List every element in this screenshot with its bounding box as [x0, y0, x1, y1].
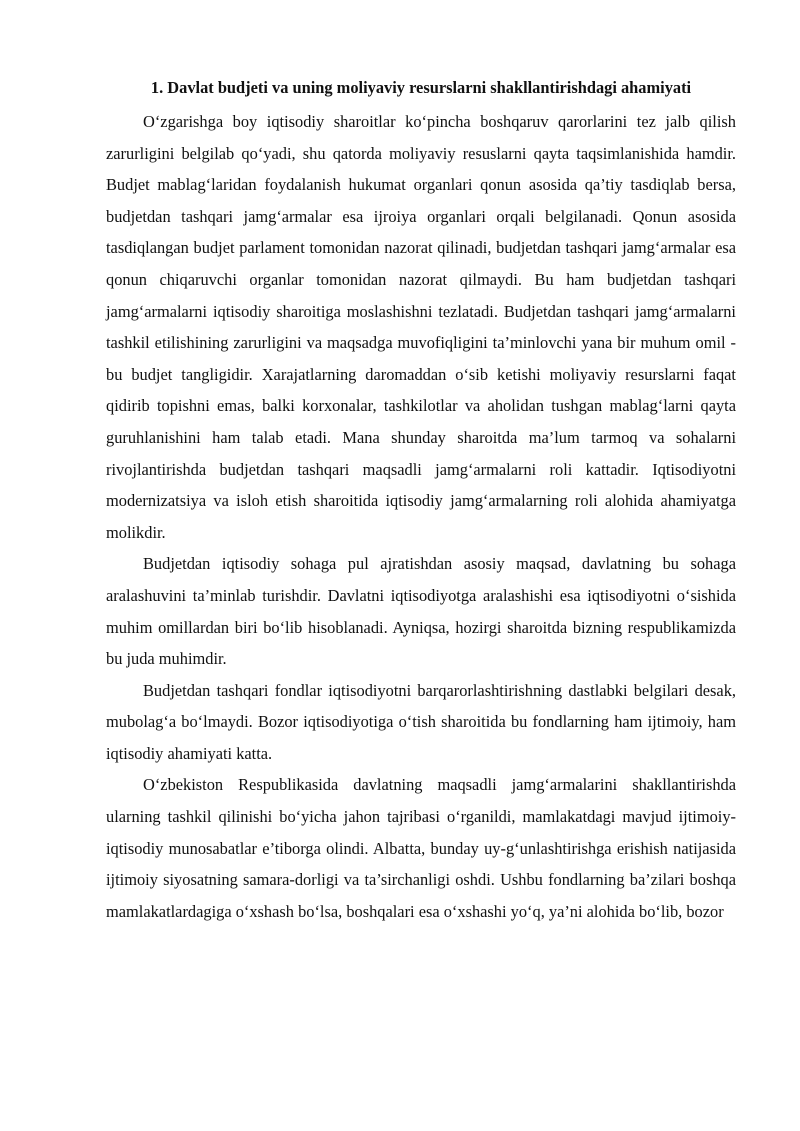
section-heading: 1. Davlat budjeti va uning moliyaviy resurslarni shakllantirishdagi ahamiyati — [150, 78, 692, 97]
paragraph-4: O‘zbekiston Respublikasida davlatning maqsadli jamg‘armalarini shakllantirishda ularning tashkil qilinishi bo‘yicha jahon tajribasi o‘rganildi, mamlakatdagi mavjud ijtimoiy-iqtisodiy munosabatlar e’tiborga olindi. Albatta, bunday uy-g‘unlashtirishga erishish natijasida ijtimoiy siyosatning samara-dorligi va ta’sirchanligi oshdi. Ushbu fondlarning ba’zilari boshqa mamlakatlardagiga o‘xshash bo‘lsa, boshqalari esa o‘xshashi yo‘q, ya’ni alohida bo‘lib, bozor — [106, 775, 736, 921]
paragraph-2: Budjetdan iqtisodiy sohaga pul ajratishdan asosiy maqsad, davlatning bu sohaga aralashuvini ta’minlab turishdir. Davlatni iqtisodiyotga aralashishi esa iqtisodiyotni o‘sishida muhim omillardan biri bo‘lib hisoblanadi. Ayniqsa, hozirgi sharoitda bizning respublikamizda bu juda muhimdir. — [106, 554, 736, 669]
document-page — [106, 76, 736, 927]
paragraph-1: O‘zgarishga boy iqtisodiy sharoitlar ko‘pincha boshqaruv qarorlarini tez jalb qilish zarurligini belgilab qo‘yadi, shu qatorda moliyaviy resuslarni qayta taqsimlanishida hamdir. Budjet mablag‘laridan foydalanish hukumat organlari qonun asosida qa’tiy tasdiqlab bersa, budjetdan tashqari jamg‘armalar esa ijroiya organlari orqali belgilanadi. Qonun asosida tasdiqlangan budjet parlament tomonidan nazorat qilinadi, budjetdan tashqari jamg‘armalar esa qonun chiqaruvchi organlar tomonidan nazorat qilmaydi. Bu ham budjetdan tashqari jamg‘armalarni iqtisodiy sharoitiga moslashishni tezlatadi. Budjetdan tashqari jamg‘armalarni tashkil etilishining zarurligini va maqsadga muvofiqligini ta’minlovchi yana bir muhum omil - bu budjet tangligidir. Xarajatlarning daromaddan o‘sib ketishi moliyaviy resurslarni faqat qidirib topishni emas, balki korxonalar, tashkilotlar va aholidan tushgan mablag‘larni qayta guruhlanishini ham talab etadi. Mana shunday sharoitda ma’lum tarmoq va sohalarni rivojlantirishda budjetdan tashqari maqsadli jamg‘armalarni roli kattadir. Iqtisodiyotni modernizatsiya va isloh etish sharoitida iqtisodiy jamg‘armalarning roli alohida ahamiyatga molikdir. — [106, 112, 736, 542]
paragraph-3: Budjetdan tashqari fondlar iqtisodiyotni barqarorlashtirishning dastlabki belgilari desak, mubolag‘a bo‘lmaydi. Bozor iqtisodiyotiga o‘tish sharoitida bu fondlarning ham ijtimoiy, ham iqtisodiy ahamiyati katta. — [106, 680, 736, 763]
